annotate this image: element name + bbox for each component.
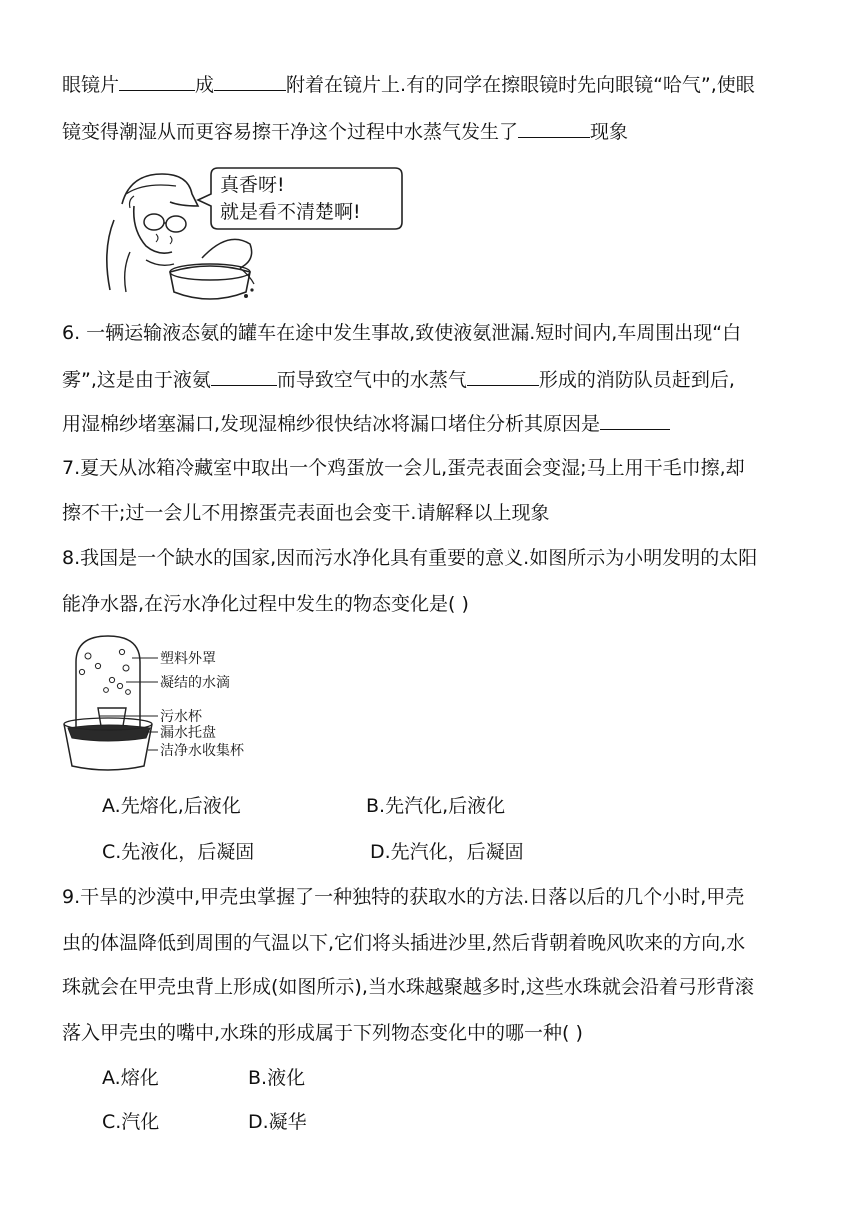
q6-line-1: 6. 一辆运输液态氨的罐车在途中发生事故,致使液氨泄漏.短时间内,车周围出现“白 bbox=[62, 322, 742, 344]
cartoon-glasses-illustration bbox=[100, 160, 410, 310]
label-plastic-cover: 塑料外罩 bbox=[160, 651, 216, 667]
q8-option-b[interactable]: B.先汽化,后液化 bbox=[366, 795, 506, 817]
q9-option-b[interactable]: B.液化 bbox=[248, 1067, 306, 1089]
label-leak-tray: 漏水托盘 bbox=[160, 725, 216, 741]
answer-blank[interactable] bbox=[467, 367, 539, 386]
q9-option-d[interactable]: D.凝华 bbox=[248, 1111, 307, 1133]
q8-option-c[interactable]: C.先液化，后凝固 bbox=[102, 841, 255, 863]
label-dirty-water-cup: 污水杯 bbox=[160, 709, 202, 725]
answer-blank[interactable] bbox=[119, 72, 195, 91]
q8-option-a[interactable]: A.先熔化,后液化 bbox=[102, 795, 241, 817]
q7-line-2: 擦不干;过一会儿不用擦蛋壳表面也会变干.请解释以上现象 bbox=[62, 502, 550, 524]
q6-line-3 bbox=[62, 411, 670, 436]
q8-line-1: 8.我国是一个缺水的国家,因而污水净化具有重要的意义.如图所示为小明发明的太阳 bbox=[62, 547, 758, 569]
q5-line-1 bbox=[62, 72, 755, 97]
q7-line-1: 7.夏天从冰箱冷藏室中取出一个鸡蛋放一会儿,蛋壳表面会变湿;马上用干毛巾擦,却 bbox=[62, 457, 745, 479]
q9-line-3: 珠就会在甲壳虫背上形成(如图所示),当水珠越聚越多时,这些水珠就会沿着弓形背滚 bbox=[62, 976, 754, 998]
q5-text: 成 bbox=[195, 74, 215, 96]
q9-option-c[interactable]: C.汽化 bbox=[102, 1111, 160, 1133]
q5-text: 镜变得潮湿从而更容易擦干净这个过程中水蒸气发生了 bbox=[62, 121, 519, 143]
q5-text: 附着在镜片上.有的同学在擦眼镜时先向眼镜“哈气”,使眼 bbox=[286, 74, 755, 96]
q9-option-a[interactable]: A.熔化 bbox=[102, 1067, 159, 1089]
q5-line-2 bbox=[62, 119, 628, 144]
q6-line-2 bbox=[62, 367, 735, 392]
q8-line-2: 能净水器,在污水净化过程中发生的物态变化是( ) bbox=[62, 593, 469, 615]
answer-blank[interactable] bbox=[214, 72, 286, 91]
q9-line-2: 虫的体温降低到周围的气温以下,它们将头插进沙里,然后背朝着晚风吹来的方向,水 bbox=[62, 932, 746, 954]
answer-blank[interactable] bbox=[211, 367, 277, 386]
answer-blank[interactable] bbox=[518, 119, 590, 138]
solar-purifier-diagram bbox=[62, 632, 262, 774]
bubble-text-2: 就是看不清楚啊! bbox=[220, 201, 361, 223]
label-clean-water-cup: 洁净水收集杯 bbox=[160, 743, 244, 759]
q9-line-1: 9.干旱的沙漠中,甲壳虫掌握了一种独特的获取水的方法.日落以后的几个小时,甲壳 bbox=[62, 886, 745, 908]
q6-text: 雾”,这是由于液氨 bbox=[62, 369, 211, 391]
bubble-text-1: 真香呀! bbox=[220, 174, 285, 196]
q6-text: 形成的消防队员赶到后, bbox=[538, 369, 735, 391]
q8-option-d[interactable]: D.先汽化，后凝固 bbox=[370, 841, 524, 863]
q9-line-4: 落入甲壳虫的嘴中,水珠的形成属于下列物态变化中的哪一种( ) bbox=[62, 1022, 583, 1044]
label-condensed-drops: 凝结的水滴 bbox=[160, 675, 230, 691]
q6-text: 而导致空气中的水蒸气 bbox=[276, 369, 467, 391]
q6-text: 用湿棉纱堵塞漏口,发现湿棉纱很快结冰将漏口堵住分析其原因是 bbox=[62, 413, 601, 435]
q5-text: 现象 bbox=[590, 121, 629, 143]
answer-blank[interactable] bbox=[600, 411, 670, 430]
q5-text: 眼镜片 bbox=[62, 74, 120, 96]
